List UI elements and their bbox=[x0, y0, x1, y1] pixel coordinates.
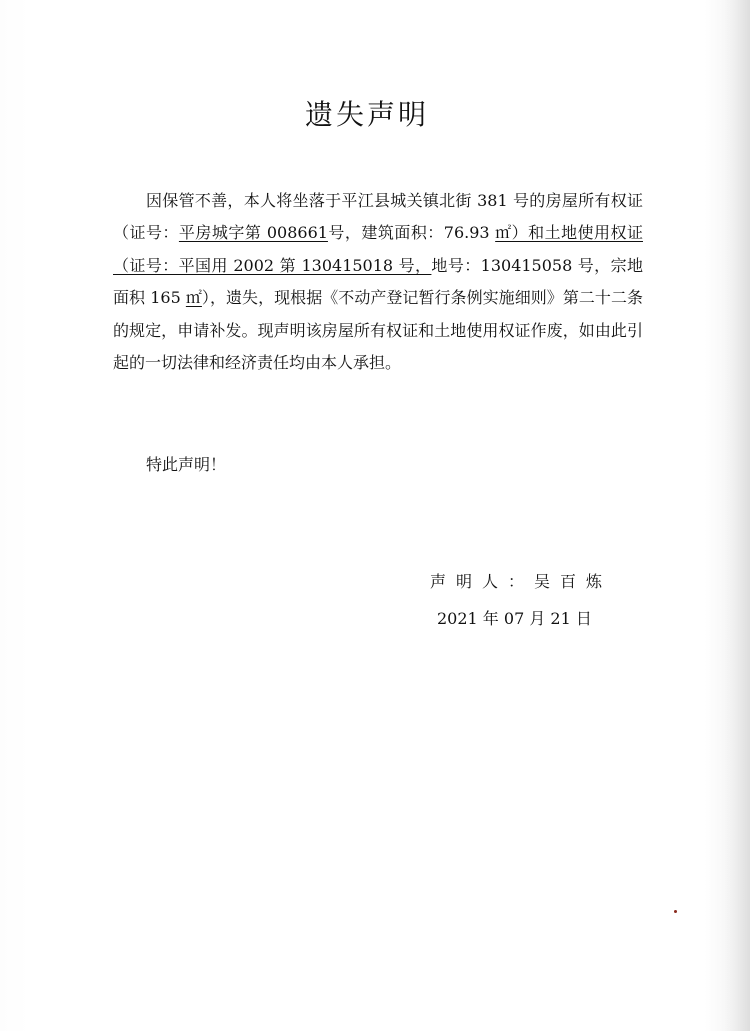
certificate-number: 平房城字第 008661 bbox=[178, 223, 328, 243]
body-text-part: 地号：130415058 号，宗地面积 165 bbox=[113, 255, 643, 308]
land-certificate-number: ㎡）和土地使用权证（证号：平国用 2002 第 130415018 号， bbox=[113, 223, 643, 275]
body-text-part: ），遗失，现根据《不动产登记暂行条例实施细则》第二十二条的规定，申请补发。现声明该房屋所有权证和土地使用权证作废，如由此引起的一切法律和经济责任均由本人承担。 bbox=[113, 288, 643, 373]
body-text-part: 因保管不善，本人将坐落于平江县城关镇北街 381 号的房屋所有权证（证号： bbox=[113, 191, 643, 243]
area-unit: ㎡ bbox=[185, 288, 202, 308]
signer-line: 声明人：吴百炼 bbox=[430, 572, 613, 591]
statement-body bbox=[113, 185, 643, 379]
closing-line: 特此声明！ bbox=[146, 455, 227, 474]
date-line: 2021 年 07 月 21 日 bbox=[437, 609, 592, 628]
scan-edge-shadow bbox=[724, 0, 750, 1031]
document-title: 遗失声明 bbox=[304, 98, 429, 131]
scan-speck bbox=[674, 910, 677, 913]
body-text-part: 号，建筑面积：76.93 bbox=[327, 223, 496, 243]
